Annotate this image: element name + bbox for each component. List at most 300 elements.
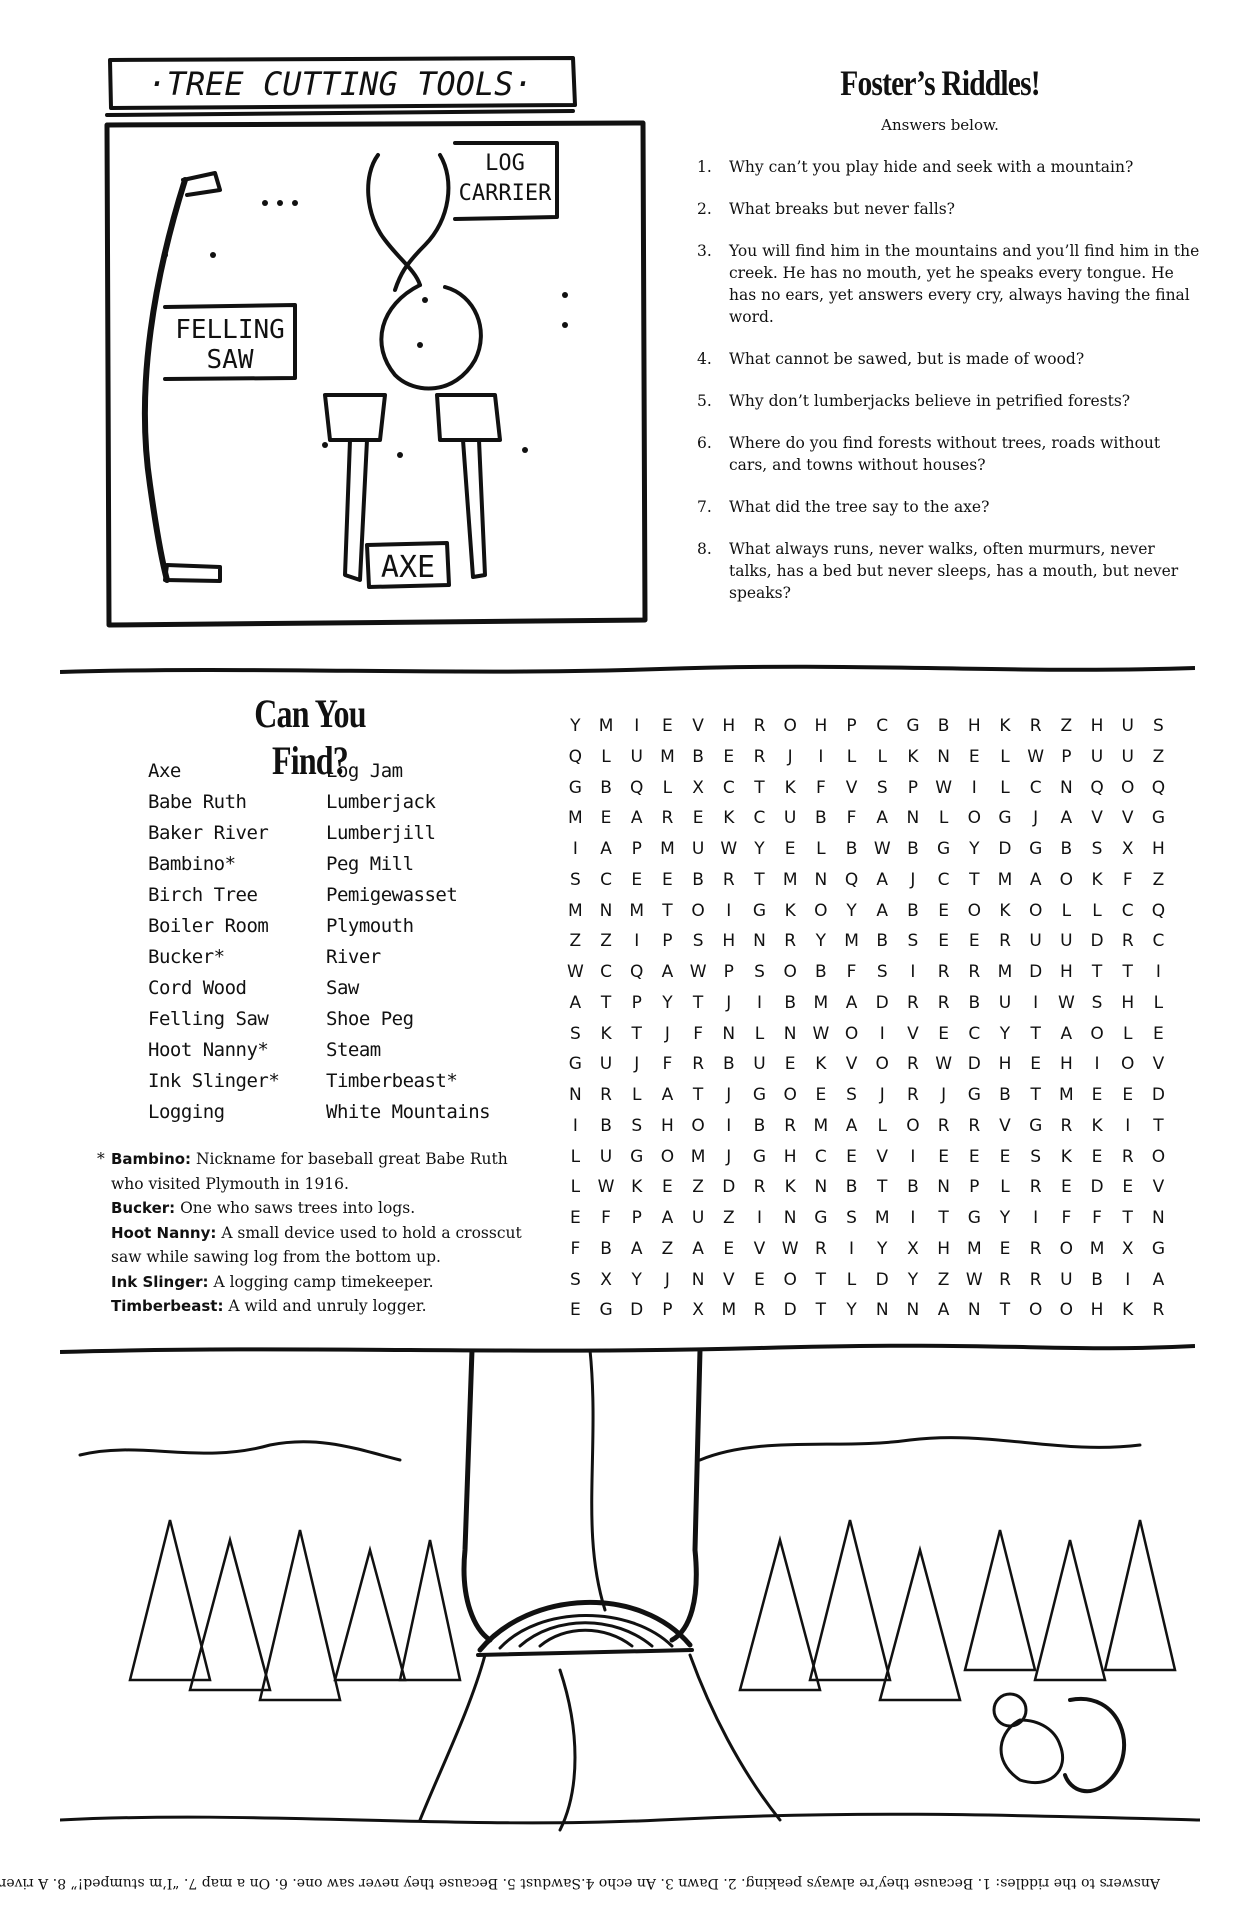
grid-letter: L	[570, 1177, 581, 1198]
grid-letter: G	[630, 1146, 644, 1167]
grid-letter: I	[1125, 1269, 1131, 1290]
grid-letter: B	[999, 1085, 1011, 1105]
grid-letter: M	[660, 746, 675, 767]
grid-letter: O	[783, 1269, 797, 1290]
word-list-item: Peg Mill	[326, 853, 414, 875]
grid-letter: S	[631, 1115, 643, 1136]
riddle-text: Why don’t lumberjacks believe in petrified forests?	[729, 392, 1131, 410]
grid-letter: H	[967, 716, 981, 736]
section-divider	[60, 660, 1195, 680]
grid-letter: W	[935, 1054, 952, 1075]
grid-letter: F	[570, 1238, 581, 1259]
grid-letter: Y	[631, 1269, 642, 1290]
grid-letter: E	[938, 900, 949, 921]
grid-letter: R	[999, 1269, 1011, 1290]
grid-letter: U	[691, 1208, 705, 1228]
grid-letter: H	[1090, 716, 1104, 736]
grid-letter: R	[1121, 1146, 1134, 1167]
grid-letter: H	[1059, 962, 1073, 982]
grid-letter: U	[630, 746, 643, 767]
riddle-item	[697, 348, 1202, 370]
grid-letter: H	[783, 1146, 797, 1167]
grid-letter: G	[1029, 839, 1043, 859]
grid-letter: Z	[661, 1238, 674, 1259]
grid-letter: K	[907, 746, 919, 767]
word-list-column-1	[148, 756, 279, 1128]
grid-letter: T	[1122, 962, 1133, 982]
grid-letter: E	[569, 1208, 581, 1228]
grid-letter: T	[938, 1208, 949, 1228]
tree-cutting-tools-illustration	[95, 55, 675, 645]
grid-letter: A	[630, 808, 643, 829]
grid-letter: E	[784, 839, 796, 859]
grid-letter: I	[849, 1238, 855, 1259]
grid-letter: B	[600, 1115, 612, 1136]
grid-letter: T	[1030, 1023, 1041, 1044]
riddle-number: 5.	[697, 392, 712, 410]
grid-letter: U	[599, 1054, 613, 1075]
grid-letter: Q	[844, 869, 859, 890]
grid-letter: B	[937, 716, 950, 736]
riddle-text: What always runs, never walks, often murmurs, never talks, has a bed but never sleeps, has a mouth, but never speaks?	[729, 540, 1179, 602]
grid-letter: G	[998, 808, 1012, 829]
grid-letter: O	[906, 1115, 920, 1136]
riddles-subtitle: Answers below.	[881, 116, 999, 134]
grid-letter: L	[938, 808, 949, 829]
riddle-list	[697, 156, 1202, 624]
glossary-definition: A wild and unruly logger.	[228, 1297, 427, 1315]
grid-letter: B	[876, 931, 889, 952]
word-list-item: Ink Slinger*	[148, 1070, 280, 1092]
grid-letter: E	[600, 808, 612, 829]
grid-letter: I	[879, 1023, 885, 1044]
grid-letter: D	[630, 1300, 644, 1321]
grid-letter: R	[1029, 716, 1042, 736]
grid-letter: M	[568, 808, 583, 829]
grid-letter: J	[787, 746, 793, 767]
grid-letter: O	[967, 808, 981, 829]
word-list-item: White Mountains	[326, 1101, 491, 1123]
grid-letter: H	[1152, 839, 1165, 859]
riddle-text: What breaks but never falls?	[729, 200, 955, 218]
grid-letter: O	[1059, 1238, 1074, 1259]
grid-letter: N	[937, 746, 950, 767]
grid-letter: N	[599, 900, 613, 921]
grid-letter: U	[1029, 931, 1042, 952]
grid-letter: R	[784, 931, 797, 952]
grid-letter: W	[566, 962, 584, 982]
grid-letter: R	[753, 1177, 766, 1198]
riddle-text: What cannot be sawed, but is made of wood?	[729, 350, 1085, 368]
grid-letter: G	[752, 1085, 767, 1105]
grid-letter: Z	[1152, 746, 1165, 767]
grid-letter: I	[634, 716, 640, 736]
grid-letter: R	[600, 1085, 612, 1105]
grid-letter: F	[693, 1023, 703, 1044]
grid-letter: G	[906, 716, 920, 736]
grid-letter: X	[600, 1269, 612, 1290]
grid-letter: L	[1122, 1023, 1133, 1044]
grid-letter: C	[722, 777, 735, 798]
grid-letter: K	[784, 1177, 796, 1198]
riddle-item	[697, 496, 1202, 518]
grid-letter: W	[1057, 992, 1075, 1013]
grid-letter: I	[726, 1115, 732, 1136]
grid-letter: D	[1029, 962, 1043, 982]
word-list-item: Bambino*	[148, 853, 236, 875]
grid-letter: V	[1091, 808, 1103, 829]
grid-letter: V	[692, 716, 704, 736]
grid-letter: I	[818, 746, 824, 767]
grid-letter: Y	[846, 1300, 857, 1321]
word-list-item: Timberbeast*	[326, 1070, 458, 1092]
grid-letter: W	[873, 839, 891, 859]
grid-letter: Q	[630, 777, 644, 798]
grid-letter: Y	[999, 1023, 1011, 1044]
grid-letter: K	[999, 900, 1011, 921]
grid-letter: O	[1121, 1054, 1135, 1075]
grid-letter: G	[1151, 1238, 1165, 1259]
word-list-item: Lumberjack	[326, 791, 436, 813]
glossary-term: Ink Slinger:	[111, 1272, 209, 1291]
grid-letter: B	[1060, 839, 1073, 859]
grid-letter: E	[784, 1054, 796, 1075]
word-search-title: Can You Find?	[254, 691, 366, 783]
grid-letter: K	[600, 1023, 612, 1044]
grid-letter: Z	[1060, 716, 1073, 736]
grid-letter: G	[568, 777, 582, 798]
grid-letter: O	[1028, 1300, 1043, 1321]
grid-letter: R	[814, 1238, 827, 1259]
grid-letter: S	[569, 869, 581, 890]
grid-letter: A	[600, 839, 612, 859]
grid-letter: I	[910, 962, 916, 982]
grid-letter: M	[997, 869, 1013, 890]
grid-letter: T	[600, 992, 612, 1013]
grid-letter: V	[907, 1023, 919, 1044]
grid-letter: K	[815, 1054, 827, 1075]
grid-letter: J	[941, 1085, 947, 1105]
grid-letter: N	[1059, 777, 1073, 798]
word-list-item: Plymouth	[326, 915, 414, 937]
grid-letter: A	[1060, 1023, 1073, 1044]
grid-letter: N	[691, 1269, 705, 1290]
grid-letter: O	[1151, 1146, 1166, 1167]
grid-letter: Z	[722, 1208, 735, 1228]
grid-letter: R	[722, 869, 735, 890]
grid-letter: H	[998, 1054, 1012, 1075]
grid-letter: O	[660, 1146, 675, 1167]
grid-letter: G	[752, 1146, 767, 1167]
grid-letter: R	[1029, 1177, 1042, 1198]
glossary-term: Bucker:	[111, 1199, 176, 1217]
grid-letter: L	[601, 746, 611, 767]
glossary-term: Timberbeast:	[111, 1297, 224, 1315]
grid-letter: D	[1090, 931, 1104, 952]
grid-letter: R	[968, 962, 981, 982]
grid-letter: U	[753, 1054, 766, 1075]
grid-letter: K	[1091, 1115, 1103, 1136]
grid-letter: O	[967, 900, 981, 921]
glossary-note	[97, 1147, 537, 1196]
grid-letter: T	[631, 1023, 642, 1044]
riddle-item	[697, 198, 1202, 220]
riddle-number: 6.	[697, 434, 712, 452]
grid-letter: T	[1091, 962, 1103, 982]
grid-letter: C	[753, 808, 766, 829]
grid-letter: N	[906, 1300, 920, 1321]
grid-letter: U	[1121, 746, 1134, 767]
grid-letter: B	[907, 900, 919, 921]
riddle-text: What did the tree say to the axe?	[729, 498, 990, 516]
grid-letter: S	[876, 777, 888, 798]
grid-letter: K	[784, 900, 796, 921]
grid-letter: A	[569, 992, 582, 1013]
log-carrier-label-line2: CARRIER	[458, 181, 552, 206]
grid-letter: F	[846, 808, 857, 829]
grid-letter: P	[662, 931, 673, 952]
grid-letter: I	[1094, 1054, 1100, 1075]
grid-letter: X	[1121, 1238, 1134, 1259]
grid-letter: W	[1027, 746, 1045, 767]
grid-letter: L	[631, 1085, 642, 1105]
word-list-item: Felling Saw	[148, 1008, 269, 1030]
grid-letter: T	[692, 1085, 704, 1105]
grid-letter: Y	[999, 1208, 1011, 1228]
felling-saw-label-line2: SAW	[206, 345, 254, 375]
grid-letter: E	[754, 1269, 765, 1290]
grid-letter: A	[876, 808, 889, 829]
grid-letter: E	[1030, 1054, 1042, 1075]
grid-letter: G	[1029, 1115, 1043, 1136]
grid-letter: N	[967, 1300, 981, 1321]
word-list-item: Pemigewasset	[326, 884, 458, 906]
grid-letter: K	[1060, 1146, 1072, 1167]
felling-saw-label-line1: FELLING	[175, 315, 285, 345]
grid-letter: X	[907, 1238, 919, 1259]
grid-letter: R	[753, 716, 766, 736]
grid-letter: R	[692, 1054, 704, 1075]
word-list-item: Birch Tree	[148, 884, 258, 906]
grid-letter: Q	[1151, 900, 1166, 921]
grid-letter: T	[1030, 1085, 1041, 1105]
grid-letter: F	[662, 1054, 673, 1075]
grid-letter: F	[1092, 1208, 1102, 1228]
grid-letter: E	[1122, 1177, 1134, 1198]
grid-letter: R	[1121, 931, 1134, 952]
grid-letter: R	[907, 1054, 919, 1075]
grid-letter: M	[721, 1300, 737, 1321]
grid-letter: A	[1029, 869, 1042, 890]
grid-letter: V	[845, 1054, 858, 1075]
grid-letter: C	[600, 869, 612, 890]
word-list-item: Saw	[326, 977, 359, 999]
tools-banner-text: ·TREE CUTTING TOOLS·	[147, 65, 533, 103]
grid-letter: P	[631, 992, 642, 1013]
grid-letter: N	[1152, 1208, 1165, 1228]
grid-letter: F	[846, 962, 857, 982]
grid-letter: V	[1152, 1054, 1165, 1075]
grid-letter: Q	[1090, 777, 1104, 798]
grid-letter: B	[722, 1054, 735, 1075]
grid-letter: P	[723, 962, 734, 982]
grid-letter: P	[969, 1177, 980, 1198]
footnote-star: *	[97, 1150, 105, 1168]
grid-letter: E	[662, 716, 673, 736]
grid-letter: Y	[846, 900, 857, 921]
grid-letter: J	[726, 1146, 732, 1167]
grid-letter: A	[1060, 808, 1073, 829]
grid-letter: I	[971, 777, 977, 798]
grid-letter: L	[1000, 746, 1010, 767]
grid-letter: Z	[1152, 869, 1165, 890]
grid-letter: F	[1061, 1208, 1072, 1228]
grid-letter: I	[572, 839, 578, 859]
grid-letter: H	[1090, 1300, 1104, 1321]
riddle-number: 3.	[697, 242, 712, 260]
grid-letter: U	[783, 808, 797, 829]
glossary-definition: A small device used to hold a crosscut saw while sawing log from the bottom up.	[111, 1223, 522, 1266]
grid-letter: Q	[1151, 777, 1166, 798]
grid-letter: T	[662, 900, 673, 921]
grid-letter: R	[937, 992, 950, 1013]
grid-letter: Q	[630, 962, 644, 982]
grid-letter: P	[846, 716, 857, 736]
grid-letter: A	[876, 869, 889, 890]
grid-letter: Z	[937, 1269, 950, 1290]
grid-letter: M	[1059, 1085, 1074, 1105]
glossary-note	[97, 1196, 537, 1221]
grid-letter: G	[568, 1054, 582, 1075]
grid-letter: S	[569, 1269, 581, 1290]
grid-letter: A	[937, 1300, 950, 1321]
grid-letter: I	[910, 1208, 916, 1228]
grid-letter: C	[814, 1146, 827, 1167]
grid-letter: P	[907, 777, 919, 798]
grid-letter: I	[1033, 992, 1039, 1013]
grid-letter: K	[784, 777, 796, 798]
grid-letter: J	[664, 1269, 670, 1290]
grid-letter: S	[907, 931, 919, 952]
grid-letter: Y	[877, 1238, 888, 1259]
grid-letter: V	[999, 1115, 1011, 1136]
word-list-item: Baker River	[148, 822, 269, 844]
grid-letter: C	[600, 962, 612, 982]
grid-letter: O	[783, 962, 797, 982]
grid-letter: R	[661, 808, 674, 829]
grid-letter: C	[968, 1023, 981, 1044]
grid-letter: L	[816, 839, 826, 859]
grid-letter: L	[877, 746, 887, 767]
grid-letter: V	[876, 1146, 889, 1167]
grid-letter: L	[846, 1269, 857, 1290]
grid-letter: E	[999, 1146, 1011, 1167]
grid-letter: E	[1091, 1085, 1103, 1105]
word-list-item: Cord Wood	[148, 977, 247, 999]
grid-letter: X	[1121, 839, 1134, 859]
glossary-definition: Nickname for baseball great Babe Ruth who visited Plymouth in 1916.	[111, 1150, 508, 1193]
grid-letter: S	[846, 1208, 857, 1228]
grid-letter: I	[572, 1115, 578, 1136]
grid-letter: C	[1029, 777, 1042, 798]
word-list-item: River	[326, 946, 381, 968]
grid-letter: E	[569, 1300, 581, 1321]
riddle-number: 7.	[697, 498, 712, 516]
grid-letter: N	[568, 1085, 582, 1105]
grid-letter: T	[815, 1300, 827, 1321]
grid-letter: A	[630, 1238, 643, 1259]
grid-letter: D	[1090, 1177, 1104, 1198]
grid-letter: B	[907, 839, 919, 859]
grid-letter: O	[783, 1085, 797, 1105]
grid-letter: R	[937, 962, 950, 982]
word-list-item: Shoe Peg	[326, 1008, 414, 1030]
grid-letter: V	[1152, 1177, 1165, 1198]
grid-letter: N	[722, 1023, 736, 1044]
grid-letter: I	[756, 1208, 762, 1228]
grid-letter: U	[599, 1146, 613, 1167]
axe-label: AXE	[380, 550, 436, 585]
grid-letter: T	[754, 777, 765, 798]
grid-letter: X	[692, 1300, 704, 1321]
grid-letter: A	[845, 1115, 858, 1136]
word-list-column-2	[326, 756, 490, 1128]
grid-letter: Y	[754, 839, 765, 859]
grid-letter: P	[662, 1300, 673, 1321]
grid-letter: N	[783, 1208, 797, 1228]
grid-letter: W	[965, 1269, 983, 1290]
grid-letter: A	[661, 1085, 674, 1105]
grid-letter: A	[876, 900, 889, 921]
word-list-item: Bucker*	[148, 946, 225, 968]
grid-letter: M	[660, 839, 675, 859]
grid-letter: B	[784, 992, 796, 1013]
grid-letter: O	[691, 900, 705, 921]
grid-letter: T	[815, 1269, 827, 1290]
riddle-text: You will find him in the mountains and you’ll find him in the creek. He has no mouth, yet he speaks every tongue. He has no ears, yet answers every cry, always having the final word.	[729, 242, 1200, 326]
grid-letter: L	[570, 1146, 581, 1167]
grid-letter: A	[661, 1208, 674, 1228]
grid-letter: O	[1028, 900, 1043, 921]
grid-letter: O	[814, 900, 828, 921]
grid-letter: M	[598, 716, 614, 736]
grid-letter: D	[998, 839, 1012, 859]
grid-letter: G	[967, 1085, 981, 1105]
grid-letter: K	[999, 716, 1011, 736]
grid-letter: B	[815, 962, 827, 982]
grid-letter: B	[600, 777, 612, 798]
grid-letter: R	[968, 1115, 981, 1136]
grid-letter: M	[782, 869, 798, 890]
grid-letter: D	[875, 1269, 889, 1290]
grid-letter: V	[722, 1269, 735, 1290]
grid-letter: G	[1151, 808, 1165, 829]
grid-letter: S	[754, 962, 765, 982]
grid-letter: B	[600, 1238, 612, 1259]
grid-letter: E	[662, 869, 673, 890]
grid-letter: T	[999, 1300, 1011, 1321]
grid-letter: B	[753, 1115, 766, 1136]
grid-letter: Z	[600, 931, 612, 952]
grid-letter: Y	[570, 716, 581, 736]
grid-letter: J	[664, 1023, 670, 1044]
grid-letter: C	[876, 716, 889, 736]
grid-letter: J	[634, 1054, 640, 1075]
grid-letter: R	[907, 992, 919, 1013]
grid-letter: J	[910, 869, 916, 890]
riddle-item	[697, 390, 1202, 412]
grid-letter: Y	[815, 931, 827, 952]
